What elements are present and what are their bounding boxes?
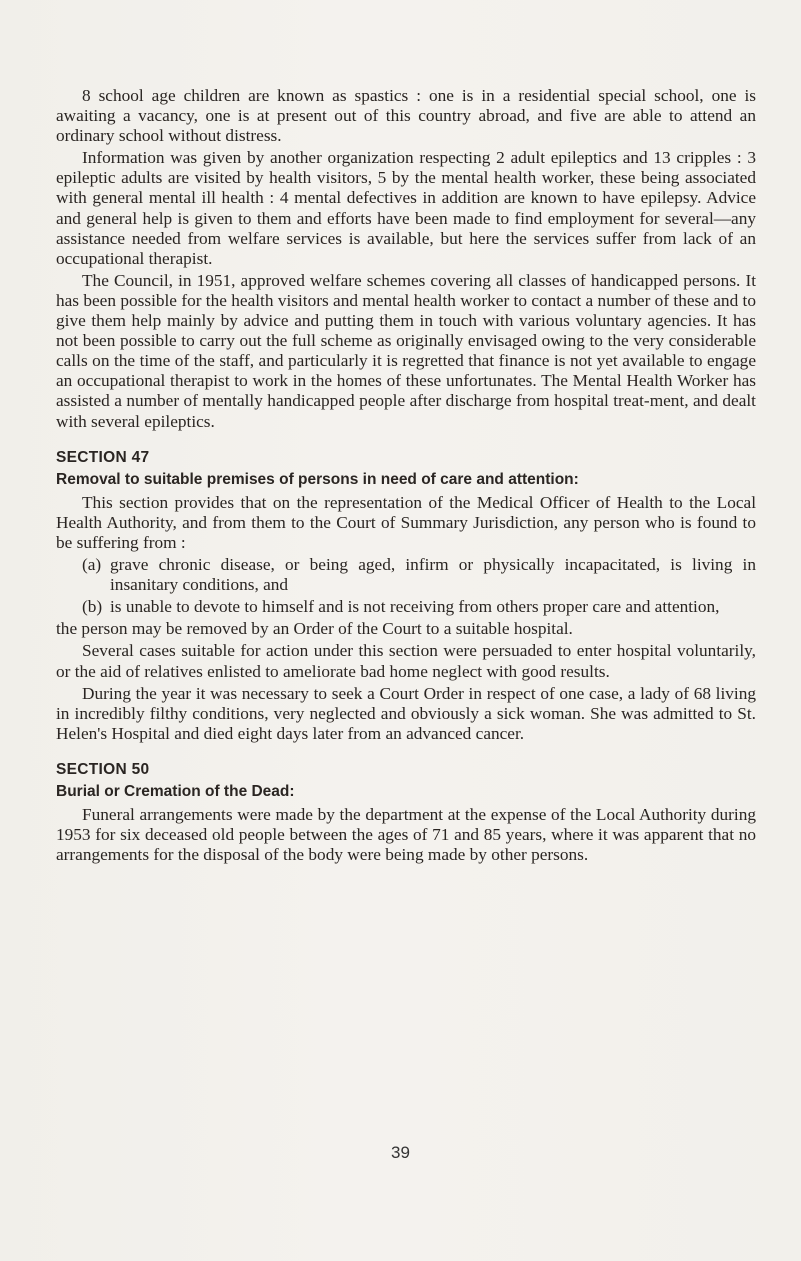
- section-47-heading: SECTION 47: [56, 448, 150, 466]
- section-47-intro: This section provides that on the representation of the Medical Officer of Health to the Local Health Authority, and from them to the Court of Summary Jurisdiction, any person who is found to be suffering from :: [56, 492, 756, 552]
- section-50-paragraph-1: Funeral arrangements were made by the department at the expense of the Local Authority during 1953 for six deceased old people between the ages of 71 and 85 years, where it was apparent that no arrangements for the disposal of the body were being made by other persons.: [56, 805, 756, 865]
- section-50-subheading: Burial or Cremation of the Dead:: [56, 783, 295, 800]
- page-number: 39: [391, 1143, 410, 1162]
- section-47-subheading: Removal to suitable premises of persons in need of care and attention:: [56, 470, 579, 488]
- section-47-after-items: the person may be removed by an Order of the Court to a suitable hospital.: [56, 619, 573, 639]
- paragraph-spastics: 8 school age children are known as spastics : one is in a residential special school, one is awaiting a vacancy, one is at present out of this country abroad, and five are able to attend an ordinary school without distress.: [56, 86, 756, 146]
- list-item: [82, 597, 756, 617]
- section-47-paragraph-2: Several cases suitable for action under this section were persuaded to enter hospital voluntarily, or the aid of relatives enlisted to ameliorate bad home neglect with good results.: [56, 641, 756, 681]
- page-body: [56, 86, 756, 867]
- paragraph-epileptics: Information was given by another organization respecting 2 adult epileptics and 13 cripples : 3 epileptic adults are visited by health visitors, 5 by the mental health worker, these being associated with general mental ill health : 4 mental defectives in addition are known to have epilepsy. Advice and general help is given to them and efforts have been made to find employment for several—any assistance needed from welfare services is available, but here the services suffer from lack of an occupational therapist.: [56, 148, 756, 268]
- section-47-paragraph-3: During the year it was necessary to seek a Court Order in respect of one case, a lady of 68 living in incredibly filthy conditions, very neglected and obviously a sick woman. She was admitted to St. Helen's Hospital and died eight days later from an advanced cancer.: [56, 683, 756, 743]
- section-50-heading: SECTION 50: [56, 760, 150, 778]
- list-item-label: (b): [82, 597, 103, 617]
- list-item-label: (a): [82, 555, 102, 575]
- list-item-text: is unable to devote to himself and is not receiving from others proper care and attention,: [110, 597, 720, 617]
- list-item: [82, 555, 756, 595]
- paragraph-welfare-schemes: The Council, in 1951, approved welfare schemes covering all classes of handicapped persons. It has been possible for the health visitors and mental health worker to contact a number of these and to give them help mainly by advice and putting them in touch with various voluntary agencies. It has not been possible to carry out the full scheme as originally envisaged owing to the very considerable calls on the time of the staff, and particularly it is regretted that finance is not yet available to engage an occupational therapist to work in the homes of these unfortunates. The Mental Health Worker has assisted a number of mentally handicapped people after discharge from hospital treat-ment, and dealt with several epileptics.: [56, 270, 756, 431]
- list-item-text: grave chronic disease, or being aged, infirm or physically incapacitated, is living in insanitary conditions, and: [110, 555, 756, 595]
